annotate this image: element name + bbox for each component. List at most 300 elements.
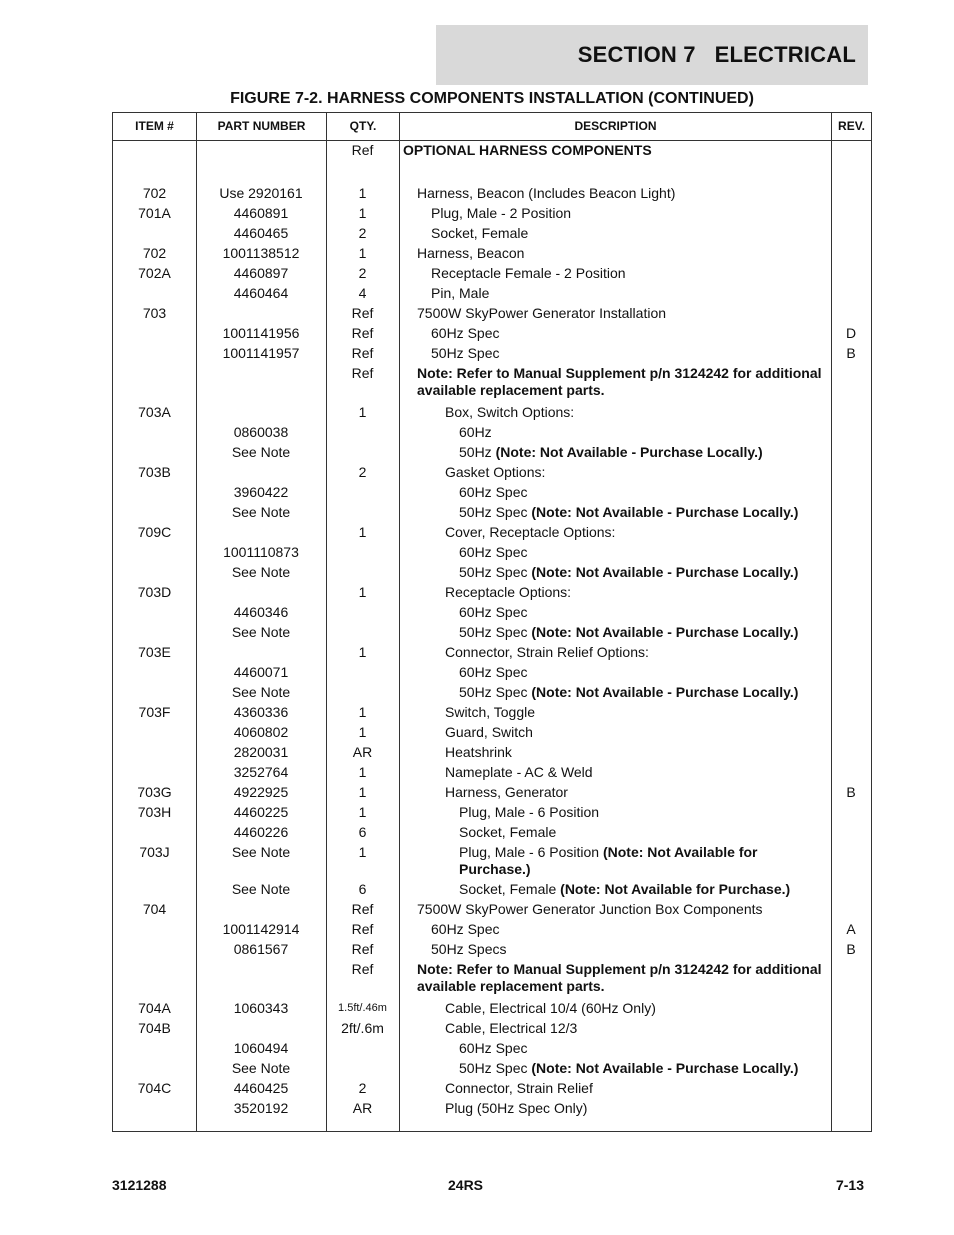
cell-description	[399, 345, 831, 362]
cell-part-number: See Note	[231, 881, 291, 897]
cell-quantity	[326, 1040, 399, 1057]
table-row	[113, 1057, 871, 1077]
cell-item-number: 704A	[138, 1000, 171, 1016]
cell-description	[399, 305, 831, 322]
cell-revision	[831, 624, 871, 641]
cell-item-number	[113, 285, 196, 302]
cell-revision	[831, 664, 871, 681]
cell-revision	[831, 961, 871, 995]
cell-description	[399, 504, 831, 521]
cell-description	[399, 424, 831, 441]
description-text: Harness, Beacon	[417, 245, 525, 261]
cell-part-number: 1060494	[233, 1040, 289, 1056]
description-text: Heatshrink	[445, 744, 512, 760]
description-text: Cover, Receptacle Options:	[445, 524, 616, 540]
cell-item-number	[113, 764, 196, 781]
description-text: 60Hz Spec	[431, 921, 500, 937]
description-text: 50Hz Spec	[459, 564, 528, 580]
table-row	[113, 821, 871, 841]
cell-description	[399, 162, 831, 179]
description-text: 60Hz Spec	[431, 325, 500, 341]
cell-quantity	[326, 664, 399, 681]
cell-item-number: 703F	[138, 704, 171, 720]
cell-part-number: 1001141957	[222, 345, 300, 361]
table-row	[113, 481, 871, 501]
table-row	[113, 242, 871, 262]
cell-revision	[831, 162, 871, 179]
section-header-box	[436, 25, 868, 85]
cell-quantity: 1	[358, 704, 367, 720]
cell-part-number: 4460226	[233, 824, 289, 840]
table-row	[113, 399, 871, 421]
cell-item-number	[113, 484, 196, 501]
cell-revision	[831, 544, 871, 561]
table-row	[113, 541, 871, 561]
table-row	[113, 958, 871, 995]
cell-quantity: 6	[358, 881, 367, 897]
cell-revision	[831, 205, 871, 222]
cell-description	[399, 1060, 831, 1077]
cell-quantity	[326, 484, 399, 501]
cell-item-number: 703B	[138, 464, 171, 480]
table-row	[113, 362, 871, 399]
description-text: 50Hz Spec	[431, 345, 500, 361]
availability-note: (Note: Not Available - Purchase Locally.)	[527, 1060, 799, 1076]
cell-description	[399, 325, 831, 342]
cell-revision	[831, 804, 871, 821]
table-row	[113, 601, 871, 621]
cell-quantity: Ref	[351, 142, 374, 158]
cell-quantity: 2	[358, 464, 367, 480]
cell-description	[399, 584, 831, 601]
table-row	[113, 1077, 871, 1097]
cell-description	[399, 744, 831, 761]
cell-part-number	[196, 961, 326, 995]
cell-quantity	[326, 604, 399, 621]
cell-description	[399, 245, 831, 262]
description-text: 7500W SkyPower Generator Junction Box Components	[417, 901, 763, 917]
column-header-description: DESCRIPTION	[574, 119, 657, 133]
cell-description	[399, 784, 831, 801]
section-title: SECTION 7 ELECTRICAL	[577, 42, 856, 67]
description-text: 50Hz Spec	[459, 1060, 528, 1076]
cell-revision	[831, 225, 871, 242]
cell-revision	[831, 142, 871, 159]
cell-part-number	[196, 524, 326, 541]
cell-item-number	[113, 664, 196, 681]
description-text: Harness, Beacon (Includes Beacon Light)	[417, 185, 676, 201]
availability-note: (Note: Not Available - Purchase Locally.)	[527, 564, 799, 580]
cell-description	[399, 484, 831, 501]
description-text: Gasket Options:	[445, 464, 546, 480]
table-row	[113, 841, 871, 878]
cell-revision	[831, 1000, 871, 1017]
cell-revision: B	[846, 345, 856, 361]
cell-part-number: 3252764	[233, 764, 289, 780]
cell-revision	[831, 1020, 871, 1037]
table-row	[113, 761, 871, 781]
cell-item-number	[113, 1100, 196, 1117]
cell-part-number: See Note	[231, 444, 291, 460]
cell-revision: D	[845, 325, 857, 341]
cell-item-number	[113, 225, 196, 242]
table-row	[113, 701, 871, 721]
cell-revision	[831, 881, 871, 898]
cell-part-number	[196, 584, 326, 601]
cell-part-number: 4460425	[233, 1080, 289, 1096]
cell-item-number	[113, 162, 196, 179]
cell-part-number	[196, 365, 326, 399]
cell-part-number	[196, 464, 326, 481]
cell-revision	[831, 245, 871, 262]
column-header-part-number: PART NUMBER	[217, 119, 306, 133]
description-text: Plug, Male - 6 Position	[459, 844, 600, 860]
cell-description	[399, 961, 831, 995]
description-text: 60Hz Spec	[459, 544, 528, 560]
cell-revision	[831, 1100, 871, 1117]
description-text: Nameplate - AC & Weld	[445, 764, 593, 780]
cell-item-number: 704C	[137, 1080, 172, 1096]
cell-part-number	[196, 1020, 326, 1037]
cell-part-number: Use 2920161	[219, 185, 303, 201]
cell-description	[399, 142, 831, 159]
cell-quantity: 1	[358, 205, 367, 221]
table-row	[113, 681, 871, 701]
column-header-rev: REV.	[838, 119, 865, 133]
availability-note: (Note: Not Available for Purchase.)	[556, 881, 791, 897]
cell-description	[399, 185, 831, 202]
description-text: 60Hz Spec	[459, 484, 528, 500]
cell-description	[399, 724, 831, 741]
cell-item-number	[113, 684, 196, 701]
table-row	[113, 302, 871, 322]
availability-note: (Note: Not Available for Purchase.)	[459, 844, 758, 877]
cell-description	[399, 524, 831, 541]
description-text: Connector, Strain Relief	[445, 1080, 593, 1096]
cell-description	[399, 824, 831, 841]
cell-description	[399, 604, 831, 621]
cell-part-number: 4460346	[233, 604, 289, 620]
cell-quantity: 2	[358, 225, 367, 241]
description-text: Receptacle Options:	[445, 584, 572, 600]
cell-description	[399, 544, 831, 561]
cell-description	[399, 564, 831, 581]
cell-item-number	[113, 941, 196, 958]
cell-item-number: 703J	[139, 844, 170, 860]
cell-part-number: 1001138512	[222, 245, 300, 261]
cell-part-number: 4460225	[233, 804, 289, 820]
description-text: Cable, Electrical 10/4 (60Hz Only)	[445, 1000, 656, 1016]
table-row	[113, 1017, 871, 1037]
table-row	[113, 621, 871, 641]
cell-quantity: Ref	[351, 921, 374, 937]
cell-revision	[831, 464, 871, 481]
description-text: 60Hz Spec	[459, 1040, 528, 1056]
cell-part-number: See Note	[231, 564, 291, 580]
cell-part-number	[196, 644, 326, 661]
description-text: Receptacle Female - 2 Position	[431, 265, 626, 281]
table-row	[113, 322, 871, 342]
cell-quantity: AR	[352, 744, 373, 760]
cell-item-number: 709C	[137, 524, 172, 540]
cell-part-number: 4360336	[233, 704, 289, 720]
cell-quantity: Ref	[351, 901, 374, 917]
cell-revision	[831, 305, 871, 322]
table-row	[113, 1097, 871, 1117]
cell-part-number: 4460071	[233, 664, 289, 680]
cell-revision	[831, 524, 871, 541]
table-row	[113, 501, 871, 521]
table-row	[113, 938, 871, 958]
cell-quantity	[326, 1060, 399, 1077]
cell-revision	[831, 1060, 871, 1077]
table-row	[113, 262, 871, 282]
table-row	[113, 461, 871, 481]
cell-revision	[831, 724, 871, 741]
cell-quantity: 1	[358, 584, 367, 600]
availability-note: (Note: Not Available - Purchase Locally.)	[527, 684, 799, 700]
table-row	[113, 159, 871, 179]
cell-quantity: Ref	[351, 305, 374, 321]
cell-revision	[831, 285, 871, 302]
cell-item-number: 701A	[138, 205, 171, 221]
cell-part-number	[196, 404, 326, 421]
cell-item-number	[113, 744, 196, 761]
description-text: Pin, Male	[431, 285, 490, 301]
cell-quantity	[326, 424, 399, 441]
cell-description	[399, 684, 831, 701]
cell-revision	[831, 185, 871, 202]
cell-item-number	[113, 564, 196, 581]
cell-description	[399, 921, 831, 938]
cell-description	[399, 225, 831, 242]
cell-description	[399, 365, 831, 399]
cell-quantity: 1	[358, 245, 367, 261]
cell-quantity: 1	[358, 804, 367, 820]
description-text: Socket, Female	[459, 824, 557, 840]
description-text: 60Hz Spec	[459, 604, 528, 620]
cell-quantity	[326, 624, 399, 641]
footer-doc-number: 3121288	[112, 1177, 167, 1193]
cell-description	[399, 1100, 831, 1117]
cell-part-number: 4922925	[233, 784, 289, 800]
cell-quantity: Ref	[351, 365, 374, 381]
availability-note: (Note: Not Available - Purchase Locally.)	[491, 444, 763, 460]
description-text: 50Hz Specs	[431, 941, 507, 957]
description-text: 50Hz Spec	[459, 504, 528, 520]
cell-part-number: 1001141956	[222, 325, 300, 341]
column-header-qty: QTY.	[349, 119, 377, 133]
cell-description	[399, 1040, 831, 1057]
table-row	[113, 1037, 871, 1057]
cell-item-number: 703G	[137, 784, 172, 800]
cell-item-number	[113, 604, 196, 621]
cell-quantity: 1	[358, 724, 367, 740]
cell-description	[399, 764, 831, 781]
cell-part-number: 0860038	[233, 424, 289, 440]
cell-revision	[831, 704, 871, 721]
description-text: Socket, Female	[459, 881, 557, 897]
cell-item-number	[113, 724, 196, 741]
cell-item-number	[113, 881, 196, 898]
cell-item-number: 703D	[137, 584, 172, 600]
table-row	[113, 581, 871, 601]
cell-revision	[831, 744, 871, 761]
description-text: 60Hz	[459, 424, 492, 440]
cell-quantity	[326, 684, 399, 701]
cell-description	[399, 901, 831, 918]
cell-quantity: 6	[358, 824, 367, 840]
cell-item-number	[113, 544, 196, 561]
table-row	[113, 781, 871, 801]
cell-description	[399, 404, 831, 421]
cell-quantity: 1	[358, 644, 367, 660]
table-row	[113, 918, 871, 938]
cell-item-number	[113, 624, 196, 641]
cell-quantity: 1.5ft/.46m	[338, 1002, 387, 1014]
cell-revision	[831, 584, 871, 601]
cell-revision	[831, 604, 871, 621]
cell-description	[399, 704, 831, 721]
cell-revision	[831, 644, 871, 661]
cell-quantity	[326, 162, 399, 179]
cell-quantity	[326, 504, 399, 521]
table-body	[113, 139, 871, 1117]
cell-part-number: 1001110873	[223, 544, 299, 560]
cell-description	[399, 664, 831, 681]
cell-part-number: 4060802	[233, 724, 289, 740]
description-text: Guard, Switch	[445, 724, 533, 740]
table-row	[113, 202, 871, 222]
description-text: 7500W SkyPower Generator Installation	[417, 305, 667, 321]
description-text: Cable, Electrical 12/3	[445, 1020, 578, 1036]
cell-item-number	[113, 824, 196, 841]
cell-description	[399, 804, 831, 821]
cell-revision: B	[846, 941, 856, 957]
cell-description	[399, 941, 831, 958]
cell-part-number: See Note	[231, 624, 291, 640]
cell-quantity: Ref	[351, 325, 374, 341]
cell-revision: B	[846, 784, 856, 800]
cell-description	[399, 205, 831, 222]
cell-quantity: 1	[358, 404, 367, 420]
cell-quantity	[326, 444, 399, 461]
description-text: Plug, Male - 6 Position	[459, 804, 600, 820]
cell-part-number: 1001142914	[222, 921, 300, 937]
footer-model: 24RS	[448, 1177, 484, 1193]
cell-item-number: 703H	[137, 804, 172, 820]
cell-item-number	[113, 365, 196, 399]
description-text: Harness, Generator	[445, 784, 568, 800]
description-text: 50Hz Spec	[459, 684, 528, 700]
cell-item-number	[113, 325, 196, 342]
cell-description	[399, 644, 831, 661]
cell-part-number: 4460897	[233, 265, 289, 281]
cell-quantity: 1	[358, 524, 367, 540]
description-text: Plug, Male - 2 Position	[431, 205, 572, 221]
cell-part-number: See Note	[231, 1060, 291, 1076]
table-row	[113, 342, 871, 362]
cell-quantity	[326, 564, 399, 581]
cell-quantity: Ref	[351, 961, 374, 977]
cell-revision	[831, 684, 871, 701]
cell-part-number	[196, 901, 326, 918]
cell-item-number: 703A	[138, 404, 171, 420]
cell-revision: A	[846, 921, 856, 937]
description-text: Note: Refer to Manual Supplement p/n 3124242 for additional available replacement parts.	[417, 365, 822, 398]
description-text: Plug (50Hz Spec Only)	[445, 1100, 588, 1116]
cell-revision	[831, 901, 871, 918]
cell-item-number	[113, 424, 196, 441]
footer-page-number: 7-13	[835, 1177, 864, 1193]
table-row	[113, 995, 871, 1017]
description-text: OPTIONAL HARNESS COMPONENTS	[403, 142, 652, 158]
table-row	[113, 222, 871, 242]
cell-item-number	[113, 345, 196, 362]
cell-revision	[831, 265, 871, 282]
cell-quantity: 1	[358, 185, 367, 201]
table-row	[113, 441, 871, 461]
cell-part-number: See Note	[231, 504, 291, 520]
cell-part-number: 4460891	[233, 205, 289, 221]
cell-quantity: 2ft/.6m	[341, 1020, 384, 1036]
cell-quantity: 4	[358, 285, 367, 301]
table-row	[113, 282, 871, 302]
cell-item-number: 704B	[138, 1020, 171, 1036]
cell-quantity: 1	[358, 844, 367, 860]
cell-revision	[831, 1080, 871, 1097]
table-row	[113, 179, 871, 202]
cell-item-number: 702	[142, 185, 167, 201]
cell-revision	[831, 564, 871, 581]
cell-description	[399, 1020, 831, 1037]
cell-part-number: 1060343	[233, 1000, 289, 1016]
cell-description	[399, 1000, 831, 1017]
cell-revision	[831, 444, 871, 461]
table-row	[113, 561, 871, 581]
cell-part-number: 4460465	[233, 225, 289, 241]
cell-description	[399, 624, 831, 641]
cell-description	[399, 881, 831, 898]
cell-part-number	[196, 162, 326, 179]
cell-quantity: Ref	[351, 941, 374, 957]
cell-part-number: 2820031	[233, 744, 289, 760]
cell-item-number	[113, 1060, 196, 1077]
table-row	[113, 661, 871, 681]
cell-revision	[831, 404, 871, 421]
cell-quantity: 1	[358, 784, 367, 800]
description-text: 50Hz Spec	[459, 624, 528, 640]
cell-item-number	[113, 444, 196, 461]
cell-description	[399, 1080, 831, 1097]
table-row	[113, 641, 871, 661]
column-header-item: ITEM #	[135, 119, 174, 133]
cell-item-number: 704	[142, 901, 167, 917]
cell-quantity: 1	[358, 764, 367, 780]
cell-item-number	[113, 961, 196, 995]
availability-note: (Note: Not Available - Purchase Locally.)	[527, 624, 799, 640]
cell-revision	[831, 824, 871, 841]
cell-item-number	[113, 921, 196, 938]
table-row	[113, 139, 871, 159]
cell-part-number: 3960422	[233, 484, 289, 500]
cell-quantity: 2	[358, 265, 367, 281]
cell-revision	[831, 424, 871, 441]
cell-part-number: 0861567	[233, 941, 289, 957]
table-row	[113, 421, 871, 441]
cell-revision	[831, 844, 871, 878]
cell-description	[399, 444, 831, 461]
